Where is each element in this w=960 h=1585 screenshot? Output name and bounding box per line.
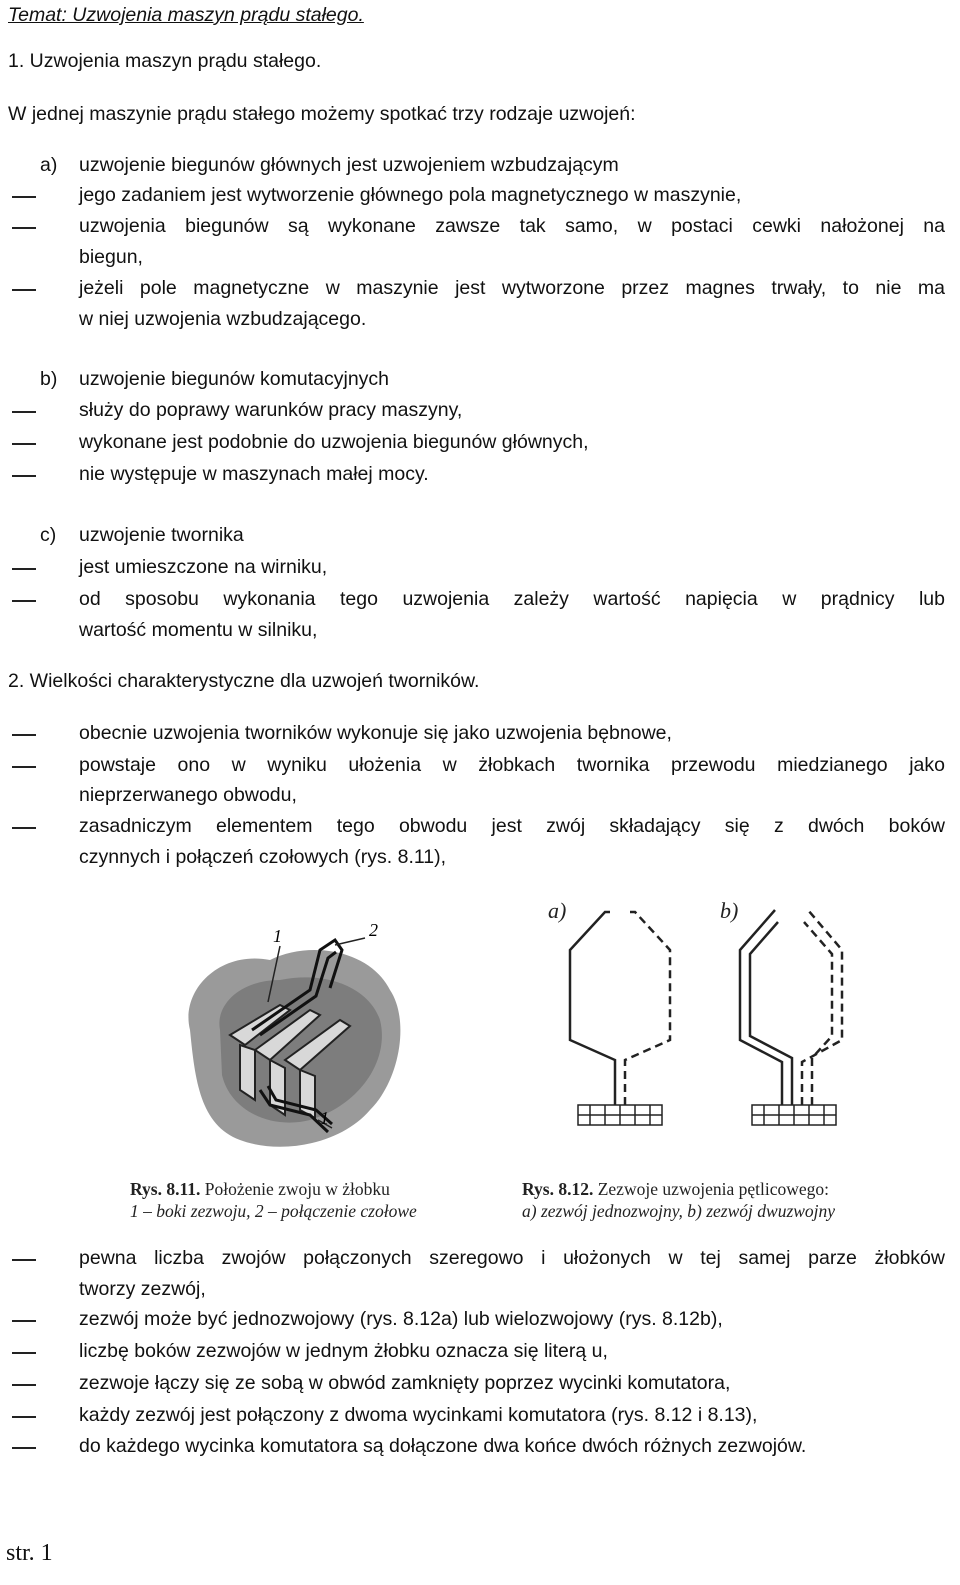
item-c-label: c) bbox=[40, 524, 57, 546]
bullet-dash bbox=[12, 1259, 36, 1261]
item-a-label: a) bbox=[40, 154, 58, 176]
bullet-dash bbox=[12, 411, 36, 413]
bullet-dash bbox=[12, 475, 36, 477]
item-b-bullet-3: nie występuje w maszynach małej mocy. bbox=[79, 463, 429, 485]
figure-8-11-caption-line-2: 1 – boki zezwoju, 2 – połączenie czołowe bbox=[130, 1201, 417, 1221]
figure-8-12-label-a: a) bbox=[548, 898, 567, 923]
bullet-dash bbox=[12, 1384, 36, 1386]
item-a-bullet-2-line-1: uzwojenia biegunów są wykonane zawsze tak samo, w postaci cewki nałożonej na bbox=[79, 215, 945, 237]
figure-8-11-label-1-bottom: 1 bbox=[320, 1108, 329, 1128]
item-c-bullet-2-line-1: od sposobu wykonania tego uzwojenia zależy wartość napięcia w prądnicy lub bbox=[79, 588, 945, 610]
figure-8-12-coil-b bbox=[740, 910, 842, 1105]
item-b-bullet-2: wykonane jest podobnie do uzwojenia biegunów głównych, bbox=[79, 431, 589, 453]
section-2-bullet-1: obecnie uzwojenia tworników wykonuje się jako uzwojenia bębnowe, bbox=[79, 722, 672, 744]
bullet-dash bbox=[12, 443, 36, 445]
figure-8-11-caption-text: Położenie zwoju w żłobku bbox=[200, 1179, 390, 1199]
item-b-label: b) bbox=[40, 368, 58, 390]
section-2-heading: 2. Wielkości charakterystyczne dla uzwojeń tworników. bbox=[8, 670, 480, 692]
bullet-dash bbox=[12, 766, 36, 768]
section-2-bullet-3-line-2: czynnych i połączeń czołowych (rys. 8.11), bbox=[79, 846, 447, 868]
figure-8-12-coil-a bbox=[570, 912, 670, 1105]
item-b-title: uzwojenie biegunów komutacyjnych bbox=[79, 368, 390, 390]
item-a-title: uzwojenie biegunów głównych jest uzwojeniem wzbudzającym bbox=[79, 154, 619, 176]
figure-8-12-label-b: b) bbox=[720, 898, 739, 923]
section-3-bullet-2: zezwój może być jednozwojowy (rys. 8.12a) lub wielozwojowy (rys. 8.12b), bbox=[79, 1308, 723, 1330]
figure-8-11-label-2: 2 bbox=[369, 920, 378, 940]
item-a-bullet-1: jego zadaniem jest wytworzenie głównego pola magnetycznego w maszynie, bbox=[79, 184, 742, 206]
item-c-bullet-1: jest umieszczone na wirniku, bbox=[79, 556, 328, 578]
section-3-bullet-3: liczbę boków zezwojów w jednym żłobku oznacza się literą u, bbox=[79, 1340, 608, 1362]
section-2-bullet-2-line-2: nieprzerwanego obwodu, bbox=[79, 784, 297, 806]
item-a-bullet-2-line-2: biegun, bbox=[79, 246, 143, 268]
page-title: Temat: Uzwojenia maszyn prądu stałego. bbox=[8, 4, 364, 26]
section-3-bullet-1-line-2: tworzy zezwój, bbox=[79, 1278, 206, 1300]
item-b-bullet-1: służy do poprawy warunków pracy maszyny, bbox=[79, 399, 463, 421]
figure-8-11-caption-number: Rys. 8.11. bbox=[130, 1179, 201, 1199]
figure-8-12-caption bbox=[522, 1178, 829, 1200]
section-3-bullet-4: zezwoje łączy się ze sobą w obwód zamknięty poprzez wycinki komutatora, bbox=[79, 1372, 731, 1394]
item-a-bullet-3-line-1: jeżeli pole magnetyczne w maszynie jest wytworzone przez magnes trwały, to nie ma bbox=[79, 277, 945, 299]
bullet-dash bbox=[12, 827, 36, 829]
bullet-dash bbox=[12, 1416, 36, 1418]
section-3-bullet-5: każdy zezwój jest połączony z dwoma wycinkami komutatora (rys. 8.12 i 8.13), bbox=[79, 1404, 758, 1426]
bullet-dash bbox=[12, 289, 36, 291]
figure-8-12-caption-text: Zezwoje uzwojenia pętlicowego: bbox=[593, 1179, 830, 1199]
item-c-bullet-2-line-2: wartość momentu w silniku, bbox=[79, 619, 318, 641]
bullet-dash bbox=[12, 734, 36, 736]
figure-8-12-illustration bbox=[548, 890, 850, 1160]
bullet-dash bbox=[12, 1447, 36, 1449]
section-3-bullet-1-line-1: pewna liczba zwojów połączonych szeregowo i ułożonych w tej samej parze żłobków bbox=[79, 1247, 945, 1269]
section-2-bullet-3-line-1: zasadniczym elementem tego obwodu jest zwój składający się z dwóch boków bbox=[79, 815, 945, 837]
bullet-dash bbox=[12, 568, 36, 570]
figure-8-12-caption-line-2: a) zezwój jednozwojny, b) zezwój dwuzwojny bbox=[522, 1201, 836, 1221]
bullet-dash bbox=[12, 196, 36, 198]
section-3-bullet-6: do każdego wycinka komutatora są dołączone dwa końce dwóch różnych zezwojów. bbox=[79, 1435, 807, 1457]
figure-8-12-commutator-b bbox=[752, 1105, 836, 1125]
section-1-intro: W jednej maszynie prądu stałego możemy spotkać trzy rodzaje uzwojeń: bbox=[8, 103, 636, 125]
bullet-dash bbox=[12, 1320, 36, 1322]
item-a-bullet-3-line-2: w niej uzwojenia wzbudzającego. bbox=[79, 308, 367, 330]
item-c-title: uzwojenie twornika bbox=[79, 524, 244, 546]
bullet-dash bbox=[12, 600, 36, 602]
section-2-bullet-2-line-1: powstaje ono w wyniku ułożenia w żłobkach twornika przewodu miedzianego jako bbox=[79, 754, 945, 776]
figure-8-11-illustration bbox=[160, 910, 420, 1165]
page-number: str. 1 bbox=[6, 1540, 53, 1566]
figure-8-11-caption bbox=[130, 1178, 390, 1200]
bullet-dash bbox=[12, 227, 36, 229]
figure-8-11-label-1-top: 1 bbox=[273, 926, 282, 946]
bullet-dash bbox=[12, 1352, 36, 1354]
figure-8-12-commutator-a bbox=[578, 1105, 662, 1125]
section-1-heading: 1. Uzwojenia maszyn prądu stałego. bbox=[8, 50, 322, 72]
figure-8-12-caption-number: Rys. 8.12. bbox=[522, 1179, 594, 1199]
